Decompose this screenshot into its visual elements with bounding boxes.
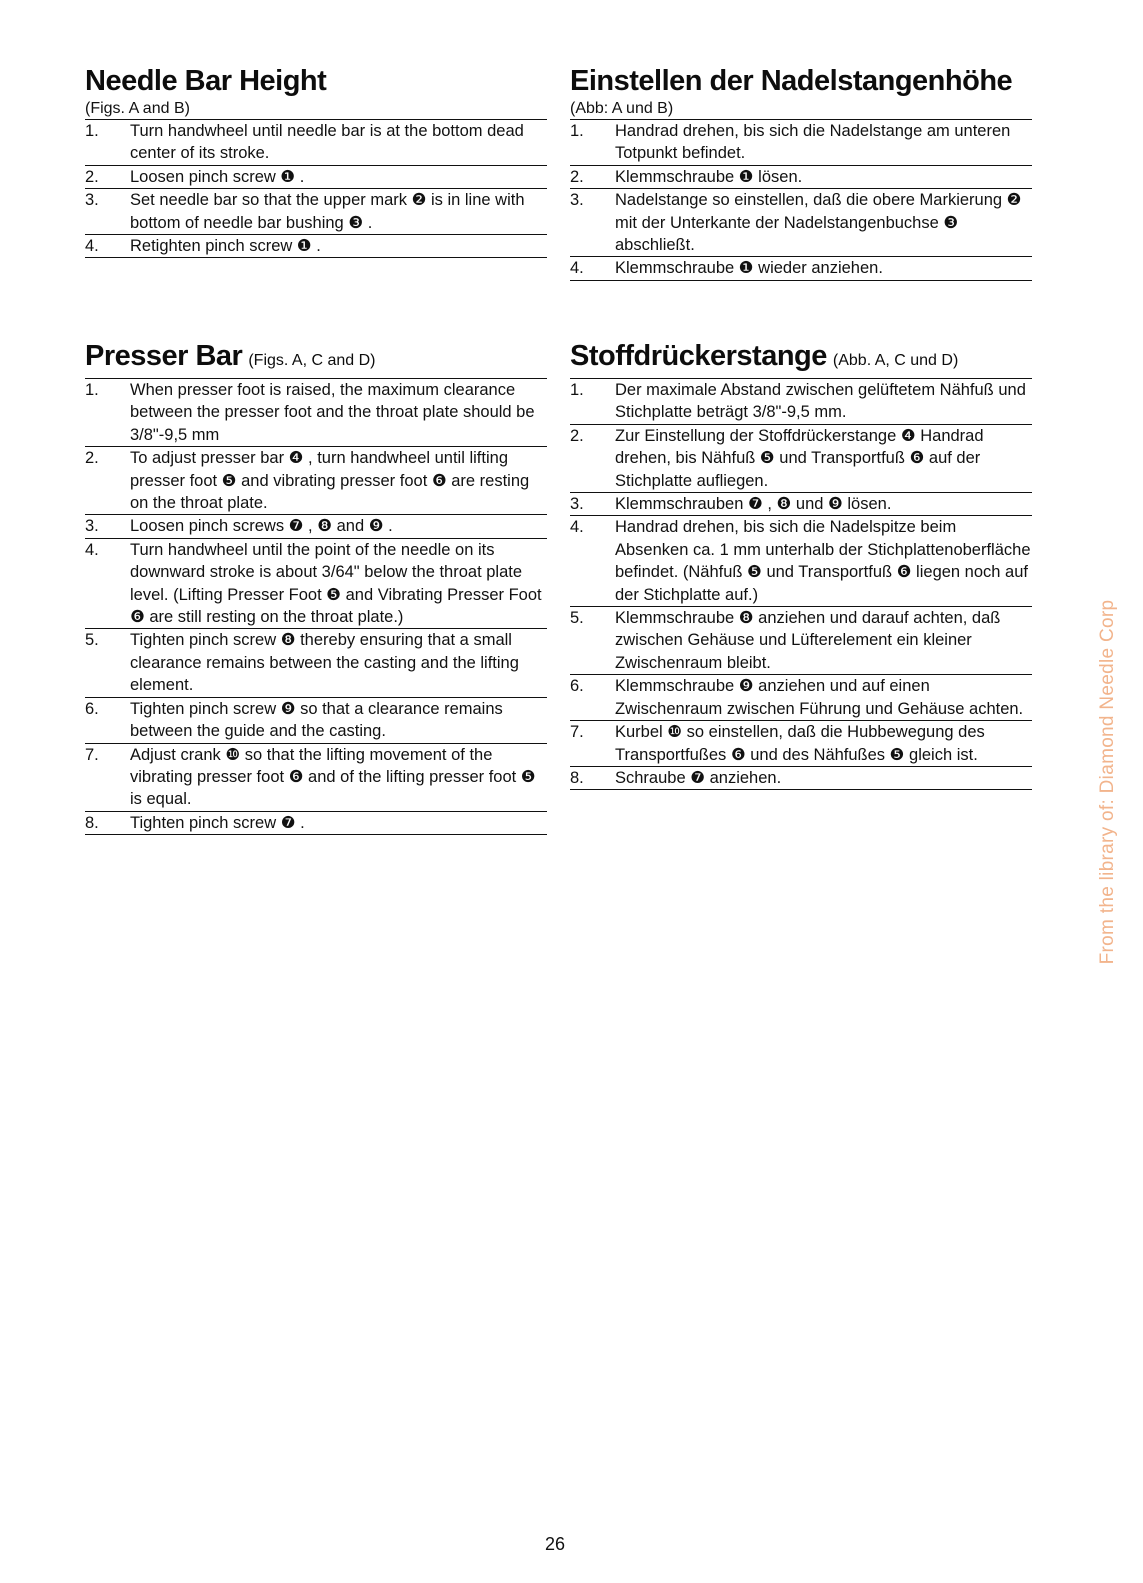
needle-bar-en-title: Needle Bar Height — [85, 65, 327, 97]
presser-bar-de-title: Stoffdrückerstange — [570, 340, 827, 372]
step-text: Klemmschraube ❽ anziehen und darauf achten, daß zwischen Gehäuse und Lüfterelement ein kleiner Zwischenraum bleibt. — [615, 609, 1001, 672]
step-number: 1. — [570, 381, 584, 399]
step-number: 1. — [85, 381, 99, 399]
step-number: 1. — [85, 122, 99, 140]
step-number: 1. — [570, 122, 584, 140]
step-number: 2. — [570, 167, 584, 186]
step-item — [85, 812, 547, 835]
library-watermark: From the library of: Diamond Needle Corp — [1097, 599, 1118, 965]
step-number: 3. — [85, 517, 99, 536]
step-number: 2. — [85, 449, 99, 468]
step-item — [570, 189, 1032, 257]
step-number: 2. — [570, 426, 584, 445]
step-number: 4. — [570, 518, 584, 537]
step-text: Kurbel ❿ so einstellen, daß die Hubbewegung des Transportfußes ❻ und des Nähfußes ❺ gleich ist. — [615, 723, 985, 764]
step-number: 3. — [570, 495, 584, 514]
step-item — [85, 447, 547, 515]
step-item — [570, 379, 1032, 425]
presser-bar-de-fig-ref: (Abb. A, C und D) — [832, 352, 959, 369]
step-text: Handrad drehen, bis sich die Nadelspitze beim Absenken ca. 1 mm unterhalb der Stichplattenoberfläche befindet. (Nähfuß ❺ und Transportfuß ❻ liegen noch auf der Stichplatte auf.) — [615, 518, 1031, 604]
step-text: Adjust crank ❿ so that the lifting movement of the vibrating presser foot ❻ and of the lifting presser foot ❺ is equal. — [130, 745, 536, 809]
step-text: Tighten pinch screw ❾ so that a clearance remains between the guide and the casting. — [130, 699, 503, 741]
step-item — [85, 235, 547, 258]
needle-bar-de-title: Einstellen der Nadelstangenhöhe — [570, 65, 1013, 97]
step-number: 8. — [85, 813, 99, 832]
presser-bar-en-steps — [85, 378, 547, 835]
needle-bar-en-section — [85, 64, 547, 258]
presser-bar-de-steps — [570, 378, 1032, 790]
step-text: Handrad drehen, bis sich die Nadelstange am unteren Totpunkt befindet. — [615, 122, 1011, 163]
step-item — [570, 721, 1032, 767]
presser-bar-en-fig-ref: (Figs. A, C and D) — [248, 352, 376, 369]
step-item — [85, 744, 547, 812]
step-text: Klemmschraube ❶ wieder anziehen. — [615, 259, 883, 278]
step-item — [85, 629, 547, 697]
step-number: 6. — [85, 699, 99, 718]
step-number: 7. — [85, 745, 99, 764]
step-number: 5. — [570, 609, 584, 628]
presser-bar-en-title: Presser Bar — [85, 340, 243, 372]
needle-bar-de-section — [570, 64, 1032, 281]
step-item — [85, 539, 547, 630]
step-number: 2. — [85, 167, 99, 186]
step-text: Turn handwheel until the point of the needle on its downward stroke is about 3/64" below the throat plate level. (Lifting Presser Foot ❺ and Vibrating Presser Foot ❻ are still resting on the throat plate.) — [130, 540, 542, 627]
step-number: 4. — [85, 540, 99, 559]
step-item — [85, 189, 547, 235]
step-text: Turn handwheel until needle bar is at the bottom dead center of its stroke. — [130, 122, 524, 163]
needle-bar-en-fig-ref: (Figs. A and B) — [85, 100, 190, 117]
step-number: 3. — [570, 191, 584, 210]
step-text: When presser foot is raised, the maximum clearance between the presser foot and the throat plate should be 3/8"-9,5 mm — [130, 381, 535, 444]
step-text: To adjust presser bar ❹ , turn handwheel until lifting presser foot ❺ and vibrating presser foot ❻ are resting on the throat plate. — [130, 449, 530, 513]
presser-bar-de-heading — [570, 339, 1032, 378]
step-item — [570, 516, 1032, 607]
step-text: Klemmschraube ❾ anziehen und auf einen Zwischenraum zwischen Führung und Gehäuse achten. — [615, 677, 1024, 718]
step-number: 4. — [85, 237, 99, 256]
presser-bar-en-heading — [85, 339, 547, 378]
step-text: Loosen pinch screws ❼ , ❽ and ❾ . — [130, 517, 393, 536]
step-number: 5. — [85, 631, 99, 650]
needle-bar-de-fig-ref: (Abb: A und B) — [570, 100, 674, 117]
step-item — [570, 166, 1032, 189]
step-text: Klemmschrauben ❼ , ❽ und ❾ lösen. — [615, 495, 892, 514]
step-number: 4. — [570, 259, 584, 278]
step-number: 8. — [570, 768, 584, 787]
step-item — [85, 379, 547, 447]
step-number: 6. — [570, 677, 584, 696]
step-item — [85, 515, 547, 538]
step-text: Tighten pinch screw ❽ thereby ensuring that a small clearance remains between the casting and the lifting element. — [130, 631, 519, 695]
step-text: Set needle bar so that the upper mark ❷ is in line with bottom of needle bar bushing ❸ . — [130, 191, 525, 232]
step-item — [570, 257, 1032, 280]
step-text: Retighten pinch screw ❶ . — [130, 237, 321, 256]
step-item — [570, 767, 1032, 790]
step-item — [85, 120, 547, 166]
step-item — [570, 120, 1032, 166]
step-text: Nadelstange so einstellen, daß die obere Markierung ❷ mit der Unterkante der Nadelstangenbuchse ❸ abschließt. — [615, 191, 1022, 255]
step-item — [85, 166, 547, 189]
presser-bar-de-section — [570, 339, 1032, 790]
needle-bar-de-steps — [570, 119, 1032, 281]
page-number: 26 — [545, 1534, 566, 1554]
step-item — [570, 675, 1032, 721]
step-text: Zur Einstellung der Stoffdrückerstange ❹ Handrad drehen, bis Nähfuß ❺ und Transportfuß ❻ auf der Stichplatte aufliegen. — [615, 426, 984, 490]
needle-bar-en-steps — [85, 119, 547, 258]
step-item — [570, 493, 1032, 516]
step-text: Schraube ❼ anziehen. — [615, 768, 782, 787]
step-text: Klemmschraube ❶ lösen. — [615, 167, 803, 186]
step-text: Der maximale Abstand zwischen gelüftetem Nähfuß und Stichplatte beträgt 3/8"-9,5 mm. — [615, 381, 1026, 422]
step-number: 3. — [85, 191, 99, 210]
step-item — [570, 607, 1032, 675]
presser-bar-en-section — [85, 339, 547, 835]
step-item — [570, 425, 1032, 493]
step-number: 7. — [570, 723, 584, 742]
step-item — [85, 698, 547, 744]
step-text: Loosen pinch screw ❶ . — [130, 167, 305, 186]
step-text: Tighten pinch screw ❼ . — [130, 813, 305, 832]
